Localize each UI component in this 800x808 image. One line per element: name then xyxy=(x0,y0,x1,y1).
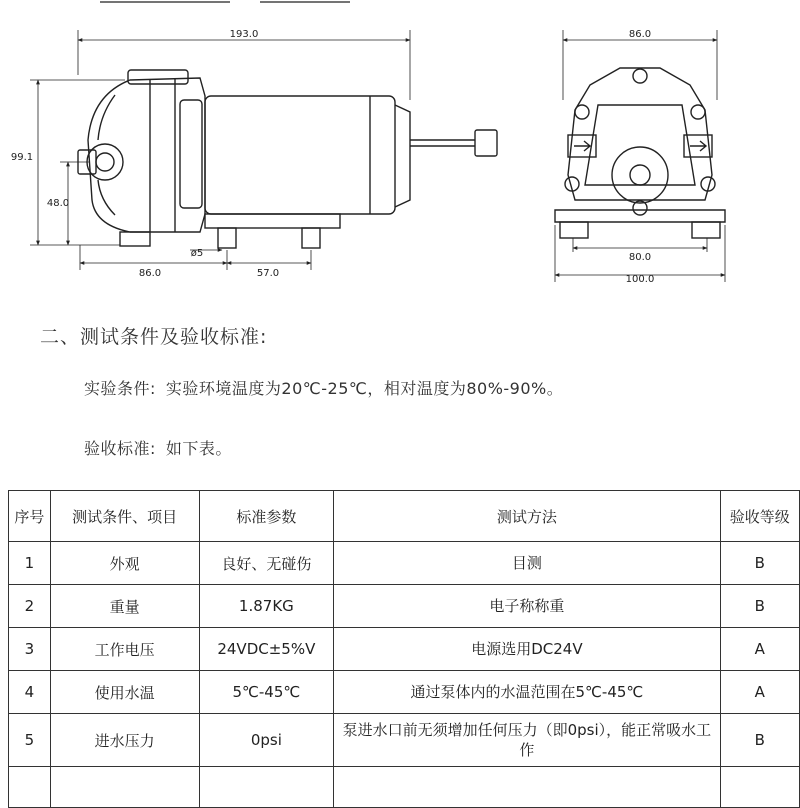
cell-method: 目测 xyxy=(334,542,720,585)
header-grade: 验收等级 xyxy=(720,491,799,542)
cell-method: 泵进水口前无须增加任何压力（即0psi），能正常吸水工作 xyxy=(334,714,720,767)
cell-no: 2 xyxy=(9,585,51,628)
dim-hole: ø5 xyxy=(190,248,204,259)
cell-grade: A xyxy=(720,671,799,714)
dim-width-top: 86.0 xyxy=(628,29,652,40)
header-method: 测试方法 xyxy=(334,491,720,542)
cell-grade: A xyxy=(720,628,799,671)
cell-item: 使用水温 xyxy=(50,671,199,714)
cell-empty xyxy=(50,767,199,808)
cell-item: 外观 xyxy=(50,542,199,585)
cell-param: 0psi xyxy=(199,714,334,767)
table-row xyxy=(9,542,800,585)
cell-grade: B xyxy=(720,542,799,585)
pump-drawings xyxy=(0,0,800,300)
cell-no: 4 xyxy=(9,671,51,714)
acceptance-line xyxy=(84,436,232,459)
cell-param: 1.87KG xyxy=(199,585,334,628)
cell-grade: B xyxy=(720,585,799,628)
cell-param: 5℃-45℃ xyxy=(199,671,334,714)
section-heading: 二、测试条件及验收标准: xyxy=(40,326,268,348)
cell-grade: B xyxy=(720,714,799,767)
cell-item: 重量 xyxy=(50,585,199,628)
dim-base-width: 100.0 xyxy=(625,274,655,285)
dim-rear: 57.0 xyxy=(256,268,280,279)
table-row xyxy=(9,714,800,767)
cell-param: 24VDC±5%V xyxy=(199,628,334,671)
acceptance-label: 验收标准: xyxy=(84,439,156,458)
table-row xyxy=(9,671,800,714)
cell-item: 进水压力 xyxy=(50,714,199,767)
cell-method: 通过泵体内的水温范围在5℃-45℃ xyxy=(334,671,720,714)
dim-inlet-height: 48.0 xyxy=(46,198,70,209)
cell-empty xyxy=(199,767,334,808)
table-row xyxy=(9,628,800,671)
cell-param: 良好、无碰伤 xyxy=(199,542,334,585)
test-conditions-value: 实验环境温度为20℃-25℃，相对温度为80%-90%。 xyxy=(165,379,564,398)
table-row xyxy=(9,585,800,628)
table-row-partial xyxy=(9,767,800,808)
acceptance-value: 如下表。 xyxy=(165,439,232,458)
dim-mount-spacing: 80.0 xyxy=(628,252,652,263)
cell-no: 5 xyxy=(9,714,51,767)
dim-height: 99.1 xyxy=(10,152,34,163)
cell-method: 电源选用DC24V xyxy=(334,628,720,671)
header-param: 标准参数 xyxy=(199,491,334,542)
cell-no: 1 xyxy=(9,542,51,585)
header-no: 序号 xyxy=(9,491,51,542)
side-view-drawing xyxy=(78,70,497,248)
front-view-drawing xyxy=(555,68,725,238)
test-conditions-line xyxy=(84,376,563,399)
cell-no: 3 xyxy=(9,628,51,671)
cell-empty xyxy=(720,767,799,808)
acceptance-table xyxy=(8,490,800,808)
cell-empty xyxy=(9,767,51,808)
test-conditions-label: 实验条件: xyxy=(84,379,156,398)
dim-length: 193.0 xyxy=(229,29,259,40)
table-header-row xyxy=(9,491,800,542)
cell-empty xyxy=(334,767,720,808)
cell-item: 工作电压 xyxy=(50,628,199,671)
cell-method: 电子称称重 xyxy=(334,585,720,628)
dim-front: 86.0 xyxy=(138,268,162,279)
header-item: 测试条件、项目 xyxy=(50,491,199,542)
